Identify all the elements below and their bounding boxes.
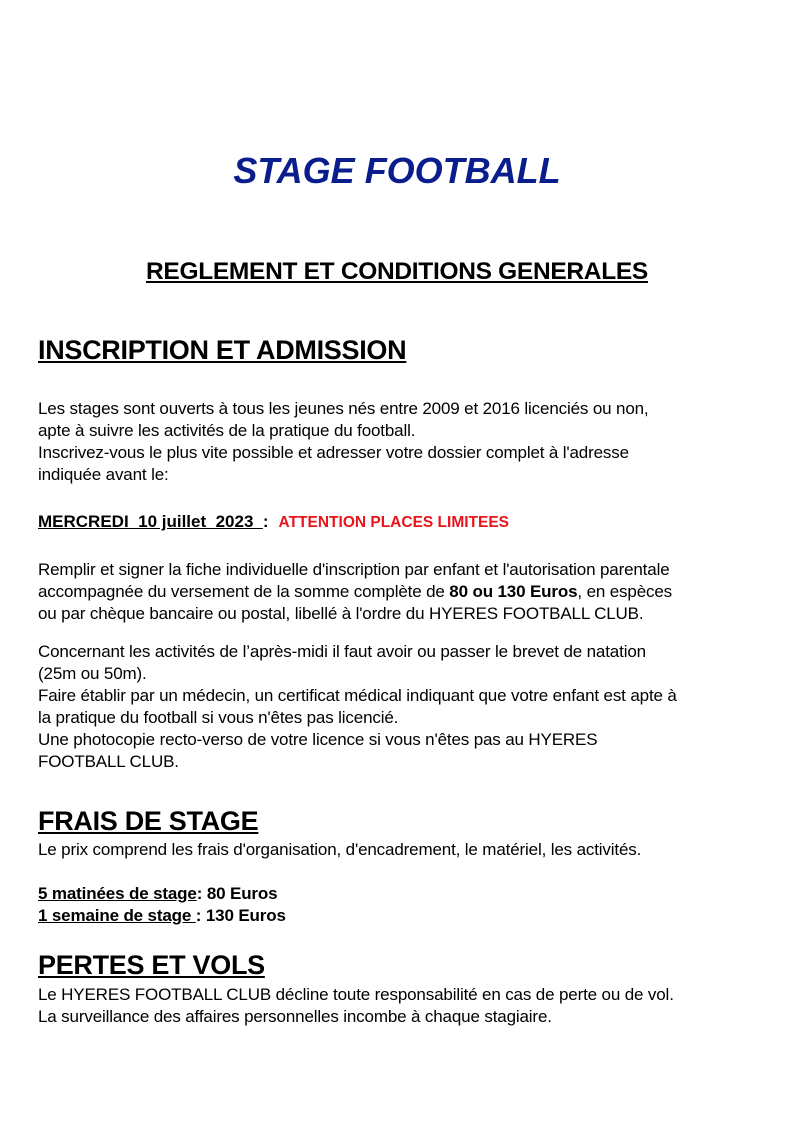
fee-option-label: 1 semaine de stage — [38, 906, 196, 925]
page-title: STAGE FOOTBALL — [233, 150, 561, 191]
requirement-line: FOOTBALL CLUB. — [38, 752, 179, 771]
inscription-heading: INSCRIPTION ET ADMISSION — [38, 335, 407, 365]
fee-option-price: : 80 Euros — [196, 884, 278, 903]
fee-option — [38, 883, 768, 905]
fill-line-text: accompagnée du versement de la somme complète de — [38, 582, 450, 601]
requirement-line: Faire établir par un médecin, un certificat médical indiquant que votre enfant est apte à — [38, 686, 677, 705]
requirement-line: (25m ou 50m). — [38, 664, 147, 683]
fill-line-text: , en espèces — [577, 582, 673, 601]
inscription-intro-line: apte à suivre les activités de la pratique du football. — [38, 421, 416, 440]
requirement-line: Une photocopie recto-verso de votre licence si vous n'êtes pas au HYERES — [38, 730, 598, 749]
fees-description-text: Le prix comprend les frais d'organisation, d'encadrement, le matériel, les activités. — [38, 840, 642, 859]
inscription-intro-line: indiquée avant le: — [38, 465, 169, 484]
inscription-intro-line: Inscrivez-vous le plus vite possible et adresser votre dossier complet à l'adresse — [38, 443, 629, 462]
losses-line: La surveillance des affaires personnelles incombe à chaque stagiaire. — [38, 1007, 552, 1026]
deadline-line — [38, 512, 509, 532]
afternoon-requirements — [38, 641, 768, 773]
requirement-line: la pratique du football si vous n'êtes pas licencié. — [38, 708, 399, 727]
fees-description — [38, 839, 768, 861]
losses-heading: PERTES ET VOLS — [38, 950, 265, 980]
deadline-date: MERCREDI 10 juillet 2023 — [38, 512, 263, 531]
fee-option-label: 5 matinées de stage — [38, 884, 197, 903]
fees-heading: FRAIS DE STAGE — [38, 806, 259, 836]
deadline-colon: : — [262, 512, 269, 531]
fee-option-price: : 130 Euros — [195, 906, 286, 925]
fee-option — [38, 905, 768, 927]
inscription-intro-line: Les stages sont ouverts à tous les jeunes nés entre 2009 et 2016 licenciés ou non, — [38, 399, 649, 418]
price-range: 80 ou 130 Euros — [449, 582, 578, 601]
places-limited-alert: ATTENTION PLACES LIMITEES — [278, 514, 510, 531]
requirement-line: Concernant les activités de l’après-midi il faut avoir ou passer le brevet de natation — [38, 642, 646, 661]
inscription-intro — [38, 398, 768, 486]
fees-options — [38, 883, 768, 927]
losses-line: Le HYERES FOOTBALL CLUB décline toute responsabilité en cas de perte ou de vol. — [38, 985, 674, 1004]
losses-text — [38, 984, 768, 1028]
fill-line: Remplir et signer la fiche individuelle d'inscription par enfant et l'autorisation parentale — [38, 560, 670, 579]
fill-instructions — [38, 559, 768, 625]
page-subtitle: REGLEMENT ET CONDITIONS GENERALES — [146, 258, 648, 285]
fill-line: ou par chèque bancaire ou postal, libellé à l'ordre du HYERES FOOTBALL CLUB. — [38, 604, 644, 623]
fill-line — [38, 581, 768, 603]
